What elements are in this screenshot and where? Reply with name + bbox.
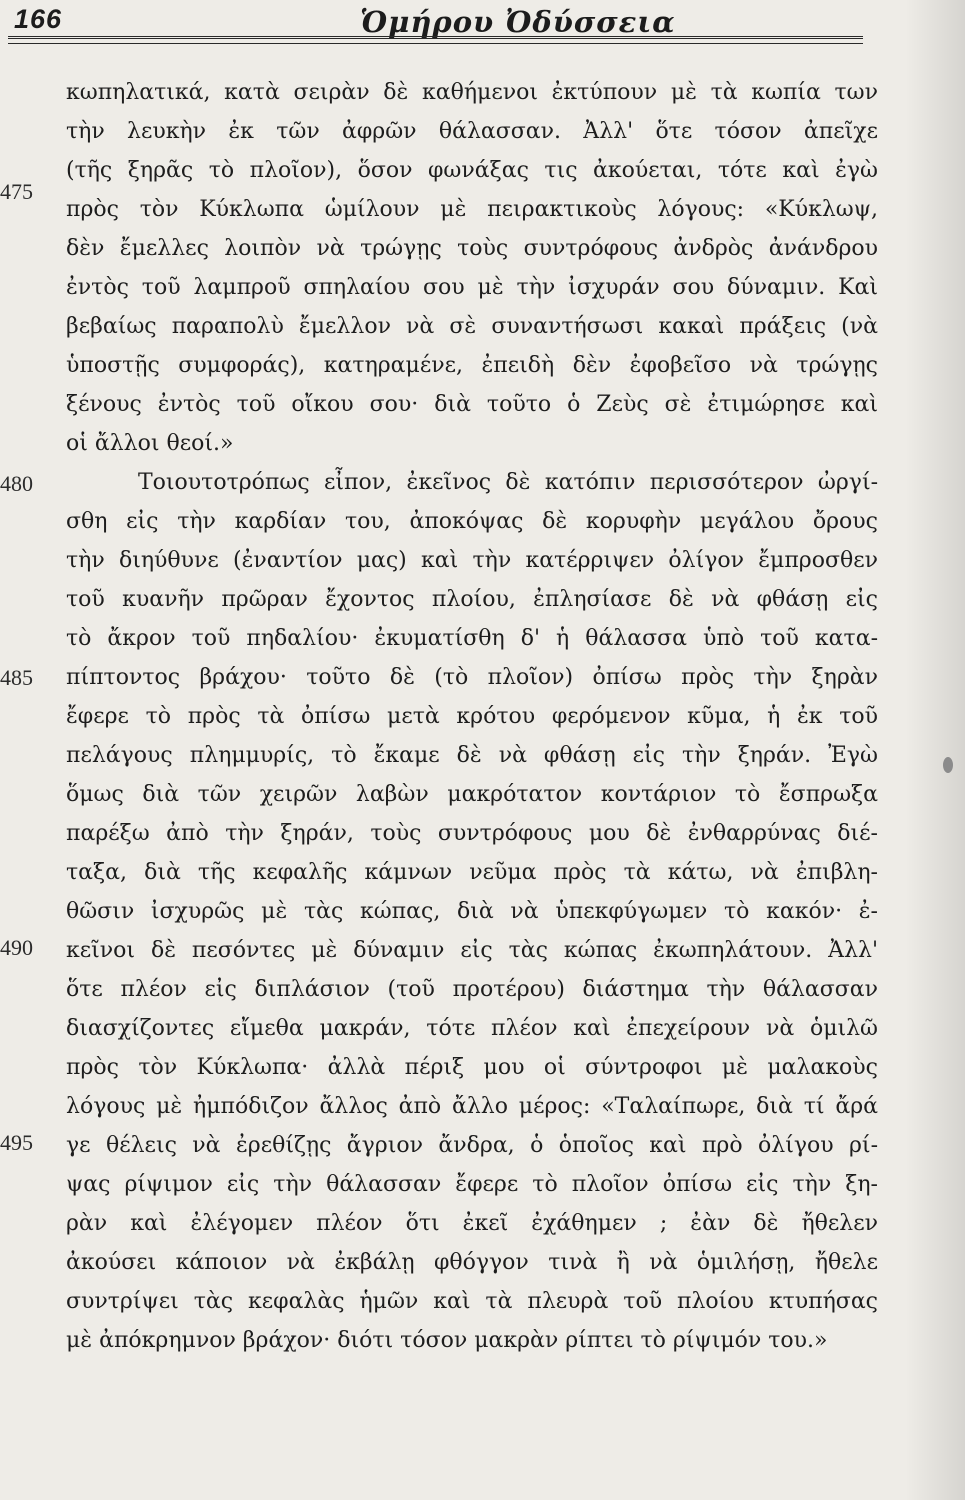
- text-line: ψας ρίψιμον εἰς τὴν θάλασσαν ἔφερε τὸ πλοῖον ὀπίσω εἰς τὴν ξη-: [66, 1172, 878, 1197]
- text-line: κεῖνοι δὲ πεσόντες μὲ δύναμιν εἰς τὰς κώπας ἐκωπηλάτουν. Ἀλλ': [66, 938, 878, 963]
- text-line: ἐντὸς τοῦ λαμπροῦ σπηλαίου σου μὲ τὴν ἰσχυράν σου δύναμιν. Καὶ: [66, 275, 878, 300]
- text-line: συντρίψει τὰς κεφαλὰς ἡμῶν καὶ τὰ πλευρὰ τοῦ πλοίου κτυπήσας: [66, 1289, 878, 1314]
- line-number: 485: [0, 665, 33, 690]
- text-line: τοῦ κυανῆν πρῶραν ἔχοντος πλοίου, ἐπλησίασε δὲ νὰ φθάσῃ εἰς: [66, 587, 878, 612]
- text-line: μὲ ἀπόκρημνον βράχον· διότι τόσον μακρὰν ρίπτει τὸ ρίψιμόν του.»: [66, 1328, 828, 1353]
- text-line: θῶσιν ἰσχυρῶς μὲ τὰς κώπας, διὰ νὰ ὑπεκφύγωμεν τὸ κακόν· ἐ-: [66, 899, 878, 924]
- text-line: ἀκούσει κάποιον νὰ ἐκβάλῃ φθόγγον τινὰ ἢ νὰ ὁμιλήσῃ, ἤθελε: [66, 1250, 878, 1275]
- text-line: τὴν λευκὴν ἐκ τῶν ἀφρῶν θάλασσαν. Ἀλλ' ὅτε τόσον ἀπεῖχε: [66, 119, 878, 144]
- text-line: Τοιουτοτρόπως εἶπον, ἐκεῖνος δὲ κατόπιν περισσότερον ὠργί-: [138, 470, 878, 495]
- ink-spot: [943, 757, 953, 773]
- text-line: λόγους μὲ ἠμπόδιζον ἄλλος ἀπὸ ἄλλο μέρος: «Ταλαίπωρε, διὰ τί ἄρά: [66, 1094, 878, 1119]
- text-line: σθη εἰς τὴν καρδίαν του, ἀποκόψας δὲ κορυφὴν μεγάλου ὄρους: [66, 509, 878, 534]
- text-line: πελάγους πλημμυρίς, τὸ ἔκαμε δὲ νὰ φθάσῃ εἰς τὴν ξηράν. Ἐγὼ: [66, 743, 878, 768]
- text-line: ρὰν καὶ ἐλέγομεν πλέον ὅτι ἐκεῖ ἐχάθημεν ; ἐὰν δὲ ἤθελεν: [66, 1211, 878, 1236]
- text-line: πρὸς τὸν Κύκλωπα ὡμίλουν μὲ πειρακτικοὺς λόγους: «Κύκλωψ,: [66, 197, 878, 222]
- text-line: γε θέλεις νὰ ἐρεθίζῃς ἄγριον ἄνδρα, ὁ ὁποῖος καὶ πρὸ ὀλίγου ρί-: [66, 1133, 878, 1158]
- text-line: πρὸς τὸν Κύκλωπα· ἀλλὰ πέριξ μου οἱ σύντροφοι μὲ μαλακοὺς: [66, 1055, 878, 1080]
- text-line: βεβαίως παραπολὺ ἔμελλον νὰ σὲ συναντήσωσι κακαὶ πράξεις (νὰ: [66, 314, 878, 339]
- line-number: 475: [0, 179, 33, 204]
- text-line: (τῆς ξηρᾶς τὸ πλοῖον), ὅσον φωνάξας τις ἀκούεται, τότε καὶ ἐγὼ: [66, 158, 878, 183]
- page-number: 166: [14, 4, 63, 34]
- text-line: τὴν διηύθυνε (ἐναντίον μας) καὶ τὴν κατέρριψεν ὀλίγον ἔμπροσθεν: [66, 548, 878, 573]
- header-rule: [8, 36, 863, 44]
- text-line: κωπηλατικά, κατὰ σειρὰν δὲ καθήμενοι ἐκτύπουν μὲ τὰ κωπία των: [66, 80, 878, 105]
- text-line: τὸ ἄκρον τοῦ πηδαλίου· ἐκυματίσθη δ' ἡ θάλασσα ὑπὸ τοῦ κατα-: [66, 626, 878, 651]
- text-line: δὲν ἔμελλες λοιπὸν νὰ τρώγῃς τοὺς συντρόφους ἀνδρὸς ἀνάνδρου: [66, 236, 878, 261]
- text-line: παρέξω ἀπὸ τὴν ξηράν, τοὺς συντρόφους μου δὲ ἐνθαρρύνας διέ-: [66, 821, 878, 846]
- line-number: 480: [0, 471, 33, 496]
- text-line: ὅτε πλέον εἰς διπλάσιον (τοῦ προτέρου) διάστημα τὴν θάλασσαν: [66, 977, 878, 1002]
- text-line: ξένους ἐντὸς τοῦ οἴκου σου· διὰ τοῦτο ὁ Ζεὺς σὲ ἐτιμώρησε καὶ: [66, 392, 878, 417]
- text-line: ἔφερε τὸ πρὸς τὰ ὀπίσω μετὰ κρότου φερόμενον κῦμα, ἡ ἐκ τοῦ: [66, 704, 878, 729]
- text-line: ταξα, διὰ τῆς κεφαλῆς κάμνων νεῦμα πρὸς τὰ κάτω, νὰ ἐπιβλη-: [66, 860, 878, 885]
- text-line: πίπτοντος βράχου· τοῦτο δὲ (τὸ πλοῖον) ὀπίσω πρὸς τὴν ξηρὰν: [66, 665, 878, 690]
- text-line: ὅμως διὰ τῶν χειρῶν λαβὼν μακρότατον κοντάριον τὸ ἔσπρωξα: [66, 782, 878, 807]
- line-number: 490: [0, 935, 33, 960]
- line-number: 495: [0, 1130, 33, 1155]
- page-header: [0, 0, 965, 50]
- text-line: οἱ ἄλλοι θεοί.»: [66, 431, 234, 456]
- text-line: διασχίζοντες εἴμεθα μακράν, τότε πλέον καὶ ἐπεχείρουν νὰ ὁμιλῶ: [66, 1016, 878, 1041]
- page-edge-shadow: [905, 0, 965, 1500]
- text-line: ὑποστῇς συμφοράς), κατηραμένε, ἐπειδὴ δὲν ἐφοβεῖσο νὰ τρώγῃς: [66, 353, 878, 378]
- running-title: Ὁμήρου Ὀδύσσεια: [360, 5, 676, 39]
